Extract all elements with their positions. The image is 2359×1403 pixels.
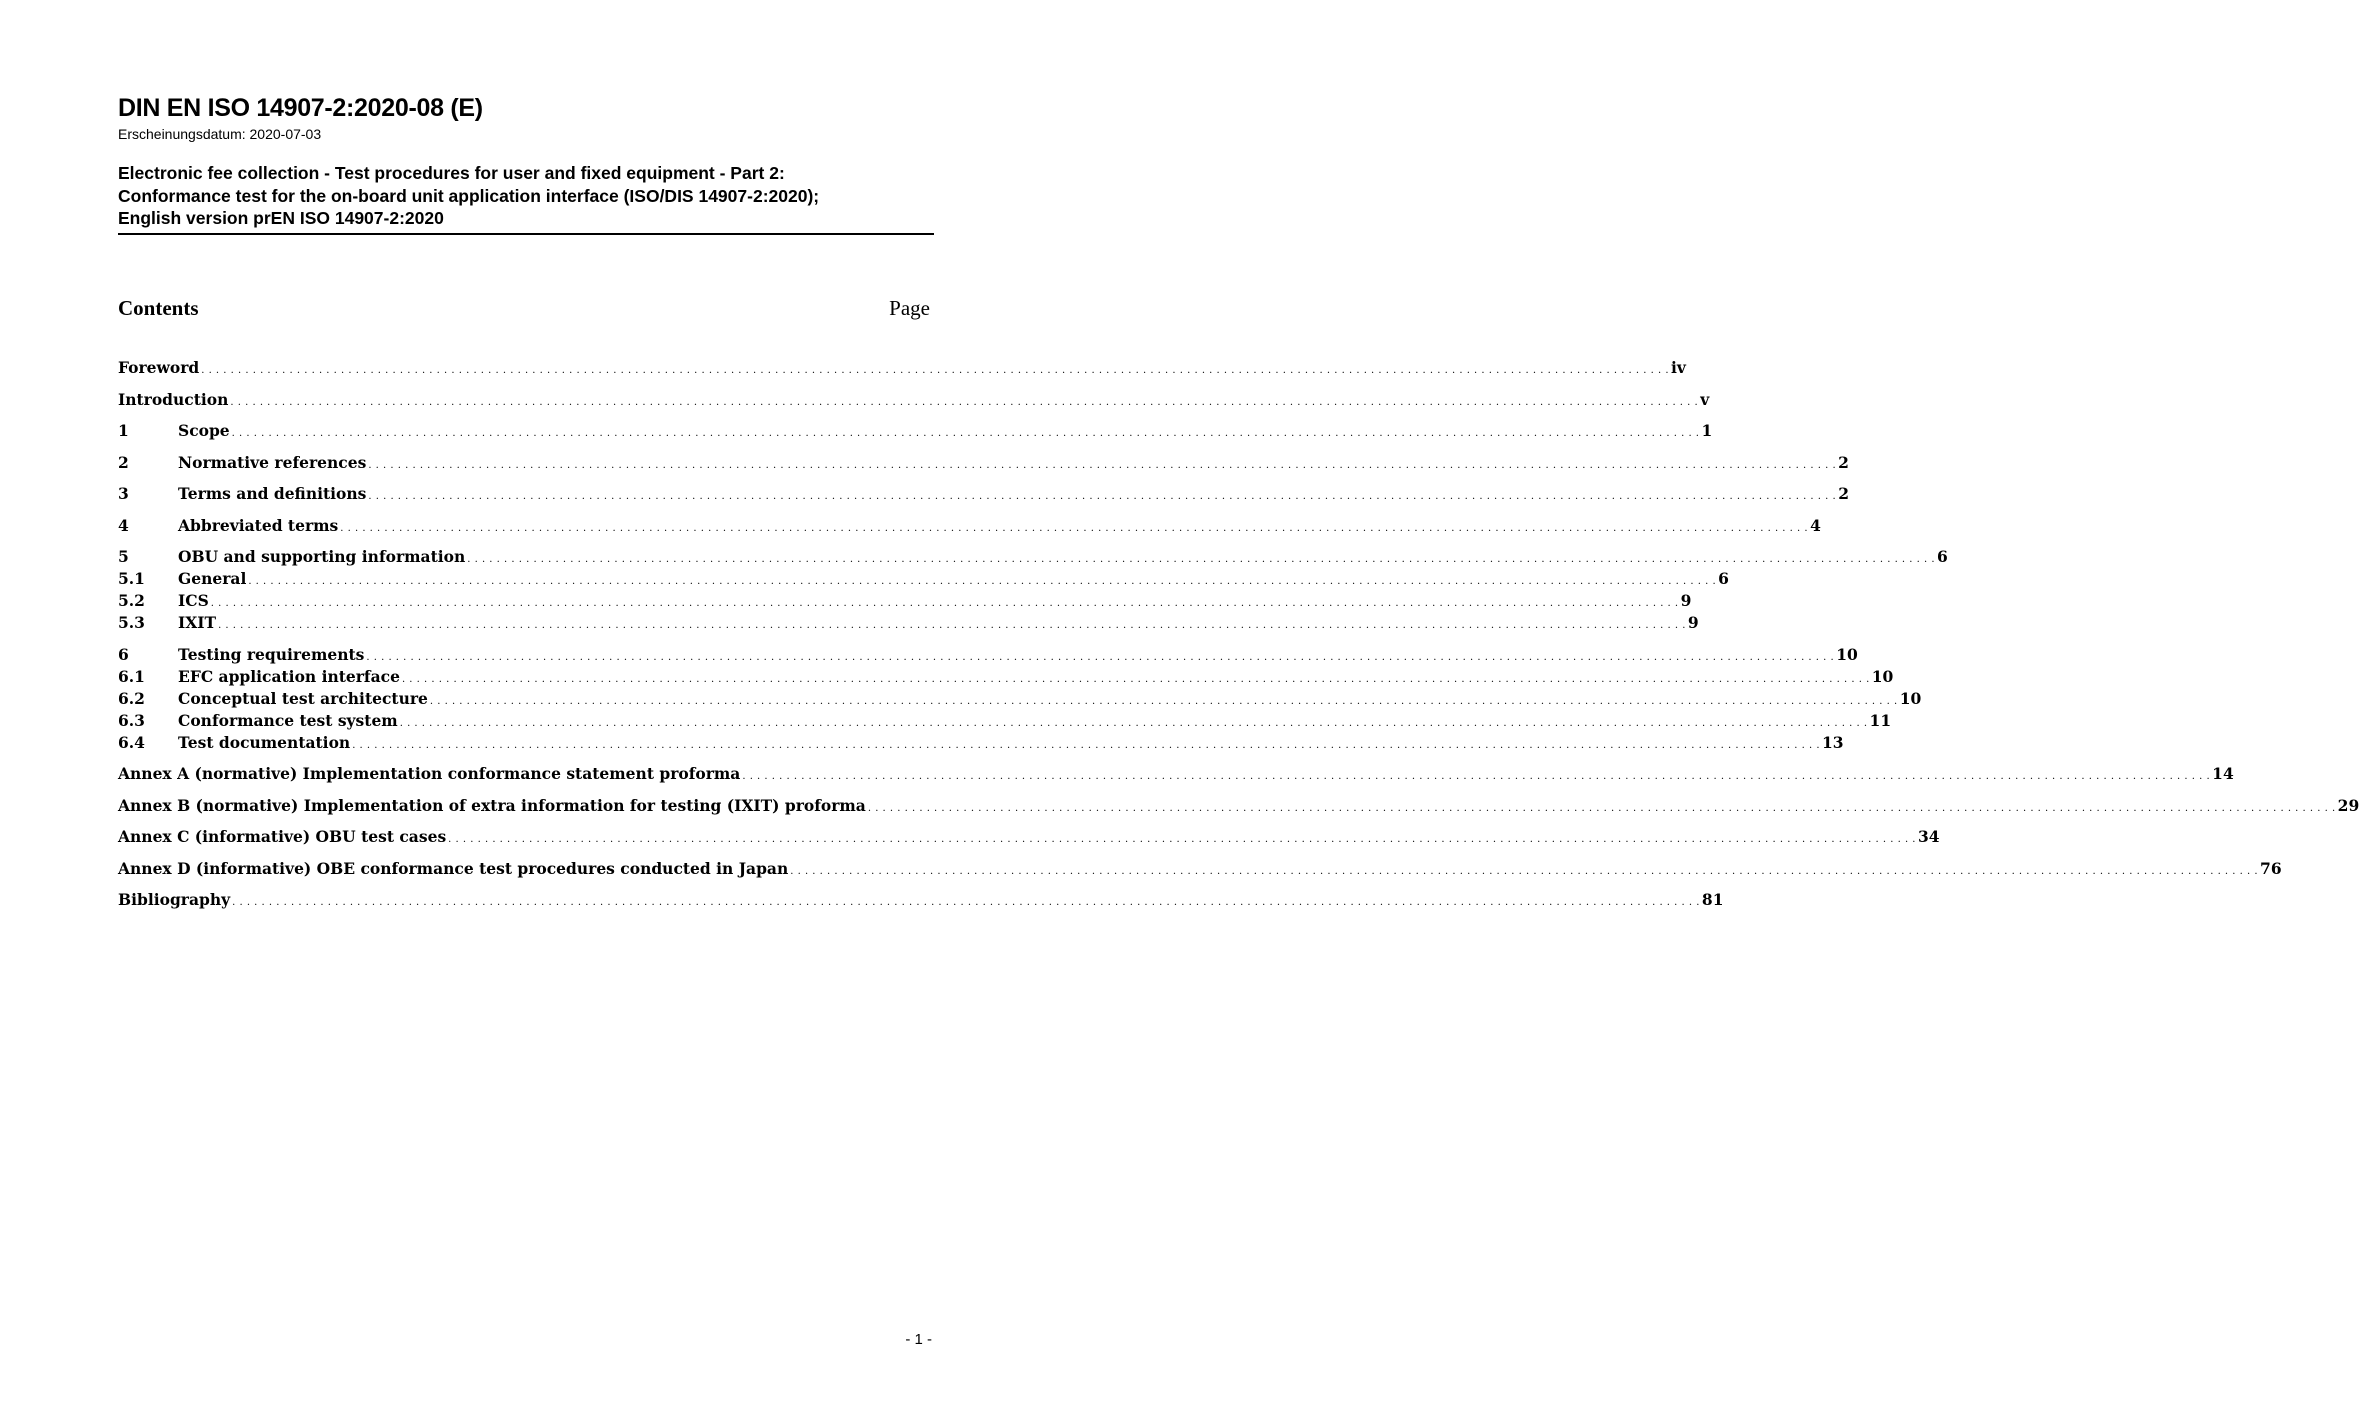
toc-entry-page: 10 [1871,666,1894,686]
toc-entry-title: Annex B (normative) Implementation of extra information for testing (IXIT) proforma [118,795,866,815]
toc-group [118,452,1849,474]
toc-entry-page: iv [1671,358,1686,377]
toc-entry-title: Foreword [118,358,200,377]
toc-group [118,515,1821,537]
document-id: DIN EN ISO 14907-2:2020-08 (E) [118,94,483,122]
toc-entry-number: 5.2 [118,591,145,610]
toc-dot-leader: . . . . . . . . . . . . . . . . . . . . . . . . . . . . . . . . . . . . . . . . . . . . . . . . . . . . . . . . . . . . . . . . . . . . . . . . . . . . . . . . . . . . . . . . . . . . . . . . . . . . . . . . . . . . . . . . . . . . . . . . . . . . . . . . . . . . . . . . . . . . . . . . . . . . . . . . . . . . . . . . . . . . . . . . . . . . . . . . . . . . . . . . . . . . . . . . . . . . . . . . [448,834,1916,845]
toc-group [118,389,1710,411]
toc-entry-page: 11 [1869,710,1892,730]
toc-entry-title: Scope [178,421,230,440]
toc-entry-page: 13 [1822,732,1844,752]
toc-entry-title: General [178,569,247,588]
toc-entry-title: Annex D (informative) OBE conformance test procedures conducted in Japan [118,858,789,878]
toc-entry-number: 1 [118,421,129,440]
toc-dot-leader: . . . . . . . . . . . . . . . . . . . . . . . . . . . . . . . . . . . . . . . . . . . . . . . . . . . . . . . . . . . . . . . . . . . . . . . . . . . . . . . . . . . . . . . . . . . . . . . . . . . . . . . . . . . . . . . . . . . . . . . . . . . . . . . . . . . . . . . . . . . . . . . . . . . . . . . . . . . . . . . . . . . . . . . . . . . . . . . . . . . . . . . . . . . . . . . . . . . . . . . . [210,598,1679,609]
toc-entry-title: Annex C (informative) OBU test cases [118,827,447,846]
toc-dot-leader: . . . . . . . . . . . . . . . . . . . . . . . . . . . . . . . . . . . . . . . . . . . . . . . . . . . . . . . . . . . . . . . . . . . . . . . . . . . . . . . . . . . . . . . . . . . . . . . . . . . . . . . . . . . . . . . . . . . . . . . . . . . . . . . . . . . . . . . . . . . . . . . . . . . . . . . . . . . . . . . . . . . . . . . . . . . . . . . . . . . . . . . . . . . . . . . . . . . . . . . . [218,620,1686,631]
toc-dot-leader: . . . . . . . . . . . . . . . . . . . . . . . . . . . . . . . . . . . . . . . . . . . . . . . . . . . . . . . . . . . . . . . . . . . . . . . . . . . . . . . . . . . . . . . . . . . . . . . . . . . . . . . . . . . . . . . . . . . . . . . . . . . . . . . . . . . . . . . . . . . . . . . . . . . . . . . . . . . . . . . . . . . . . . . . . . . . . . . . . . . . . . . . . . . . . . . . . . . . . . . . [248,576,1717,587]
toc-dot-leader: . . . . . . . . . . . . . . . . . . . . . . . . . . . . . . . . . . . . . . . . . . . . . . . . . . . . . . . . . . . . . . . . . . . . . . . . . . . . . . . . . . . . . . . . . . . . . . . . . . . . . . . . . . . . . . . . . . . . . . . . . . . . . . . . . . . . . . . . . . . . . . . . . . . . . . . . . . . . . . . . . . . . . . . . . . . . . . . . . . . . . . . . . . . . . . . . . . . . . . . . [340,522,1809,534]
toc-dot-leader: . . . . . . . . . . . . . . . . . . . . . . . . . . . . . . . . . . . . . . . . . . . . . . . . . . . . . . . . . . . . . . . . . . . . . . . . . . . . . . . . . . . . . . . . . . . . . . . . . . . . . . . . . . . . . . . . . . . . . . . . . . . . . . . . . . . . . . . . . . . . . . . . . . . . . . . . . . . . . . . . . . . . . . . . . . . . . . . . . . . . . . . . . . . . . . . . . . . . . . . . [401,673,1870,685]
toc-entry[interactable] [118,688,1922,710]
toc-entry-title: Terms and definitions [178,484,367,503]
toc-entry-number: 6 [118,644,129,664]
toc-entry-title: Conceptual test architecture [178,688,428,708]
toc-entry-number: 6.1 [118,666,145,686]
toc-entry-page: 14 [2212,764,2234,783]
toc-entry-title: Conformance test system [178,710,398,730]
toc-group [118,644,1922,754]
toc-entry-page: 76 [2260,858,2282,878]
page-column-heading: Page [889,296,930,320]
toc-dot-leader: . . . . . . . . . . . . . . . . . . . . . . . . . . . . . . . . . . . . . . . . . . . . . . . . . . . . . . . . . . . . . . . . . . . . . . . . . . . . . . . . . . . . . . . . . . . . . . . . . . . . . . . . . . . . . . . . . . . . . . . . . . . . . . . . . . . . . . . . . . . . . . . . . . . . . . . . . . . . . . . . . . . . . . . . . . . . . . . . . . . . . . . . . . . . . . . . . . . . . . . . [368,491,1837,502]
toc-entry-page: 10 [1899,688,1922,708]
toc-entry[interactable] [118,644,1858,666]
toc-entry[interactable] [118,889,1724,911]
title-line: Conformance test for the on-board unit application interface (ISO/DIS 14907-2:2020); [118,185,820,206]
toc-entry-number: 3 [118,484,129,503]
toc-entry-number: 6.4 [118,732,145,752]
toc-entry-title: IXIT [178,613,217,632]
toc-entry[interactable] [118,612,1699,634]
toc-entry-page: 9 [1680,591,1692,610]
toc-entry[interactable] [118,763,2234,785]
toc-entry-page: 2 [1838,452,1849,472]
toc-dot-leader: . . . . . . . . . . . . . . . . . . . . . . . . . . . . . . . . . . . . . . . . . . . . . . . . . . . . . . . . . . . . . . . . . . . . . . . . . . . . . . . . . . . . . . . . . . . . . . . . . . . . . . . . . . . . . . . . . . . . . . . . . . . . . . . . . . . . . . . . . . . . . . . . . . . . . . . . . . . . . . . . . . . . . . . . . . . . . . . . . . . . . . . . . . . . . . . . . . . . . . . . [232,897,1700,908]
toc-entry-page: 4 [1810,515,1821,535]
toc-dot-leader: . . . . . . . . . . . . . . . . . . . . . . . . . . . . . . . . . . . . . . . . . . . . . . . . . . . . . . . . . . . . . . . . . . . . . . . . . . . . . . . . . . . . . . . . . . . . . . . . . . . . . . . . . . . . . . . . . . . . . . . . . . . . . . . . . . . . . . . . . . . . . . . . . . . . . . . . . . . . . . . . . . . . . . . . . . . . . . . . . . . . . . . . . . . . . . . . . . . . . . . . [201,365,1670,376]
toc-entry-page: 6 [1937,547,1948,566]
toc-entry[interactable] [118,858,2282,880]
toc-entry-page: v [1700,389,1710,409]
toc-entry[interactable] [118,357,1686,379]
toc-group [118,858,2282,880]
title-line: English version prEN ISO 14907-2:2020 [118,208,444,228]
toc-dot-leader: . . . . . . . . . . . . . . . . . . . . . . . . . . . . . . . . . . . . . . . . . . . . . . . . . . . . . . . . . . . . . . . . . . . . . . . . . . . . . . . . . . . . . . . . . . . . . . . . . . . . . . . . . . . . . . . . . . . . . . . . . . . . . . . . . . . . . . . . . . . . . . . . . . . . . . . . . . . . . . . . . . . . . . . . . . . . . . . . . . . . . . . . . . . . . . . . . . . . . . . . [742,771,2211,782]
toc-entry[interactable] [118,420,1713,442]
toc-dot-leader: . . . . . . . . . . . . . . . . . . . . . . . . . . . . . . . . . . . . . . . . . . . . . . . . . . . . . . . . . . . . . . . . . . . . . . . . . . . . . . . . . . . . . . . . . . . . . . . . . . . . . . . . . . . . . . . . . . . . . . . . . . . . . . . . . . . . . . . . . . . . . . . . . . . . . . . . . . . . . . . . . . . . . . . . . . . . . . . . . . . . . . . . . . . . . . . . . . . . . . . . [867,802,2336,814]
toc-entry[interactable] [118,795,2359,817]
toc-entry-title: Abbreviated terms [178,515,339,535]
toc-group [118,763,2234,785]
footer-page-number: - 1 - [905,1331,932,1348]
toc-dot-leader: . . . . . . . . . . . . . . . . . . . . . . . . . . . . . . . . . . . . . . . . . . . . . . . . . . . . . . . . . . . . . . . . . . . . . . . . . . . . . . . . . . . . . . . . . . . . . . . . . . . . . . . . . . . . . . . . . . . . . . . . . . . . . . . . . . . . . . . . . . . . . . . . . . . . . . . . . . . . . . . . . . . . . . . . . . . . . . . . . . . . . . . . . . . . . . . . . . . . . . . . [467,554,1936,565]
toc-group [118,483,1849,505]
toc-entry-number: 4 [118,515,129,535]
toc-entry-page: 9 [1687,613,1699,632]
toc-dot-leader: . . . . . . . . . . . . . . . . . . . . . . . . . . . . . . . . . . . . . . . . . . . . . . . . . . . . . . . . . . . . . . . . . . . . . . . . . . . . . . . . . . . . . . . . . . . . . . . . . . . . . . . . . . . . . . . . . . . . . . . . . . . . . . . . . . . . . . . . . . . . . . . . . . . . . . . . . . . . . . . . . . . . . . . . . . . . . . . . . . . . . . . . . . . . . . . . . . . . . . . . [352,739,1820,751]
document-title [118,162,934,235]
toc-group [118,420,1713,442]
toc-entry-title: EFC application interface [178,666,400,686]
toc-entry[interactable] [118,546,1948,568]
toc-entry-title: ICS [178,591,209,610]
toc-dot-leader: . . . . . . . . . . . . . . . . . . . . . . . . . . . . . . . . . . . . . . . . . . . . . . . . . . . . . . . . . . . . . . . . . . . . . . . . . . . . . . . . . . . . . . . . . . . . . . . . . . . . . . . . . . . . . . . . . . . . . . . . . . . . . . . . . . . . . . . . . . . . . . . . . . . . . . . . . . . . . . . . . . . . . . . . . . . . . . . . . . . . . . . . . . . . . . . . . . . . . . . . [231,428,1700,439]
toc-entry-page: 6 [1718,569,1729,588]
toc-entry[interactable] [118,666,1894,688]
toc-entry[interactable] [118,515,1821,537]
toc-group [118,889,1724,911]
toc-entry[interactable] [118,389,1710,411]
toc-dot-leader: . . . . . . . . . . . . . . . . . . . . . . . . . . . . . . . . . . . . . . . . . . . . . . . . . . . . . . . . . . . . . . . . . . . . . . . . . . . . . . . . . . . . . . . . . . . . . . . . . . . . . . . . . . . . . . . . . . . . . . . . . . . . . . . . . . . . . . . . . . . . . . . . . . . . . . . . . . . . . . . . . . . . . . . . . . . . . . . . . . . . . . . . . . . . . . . . . . . . . . . . [790,865,2259,877]
toc-entry-number: 5.1 [118,569,145,588]
toc-entry[interactable] [118,568,1729,590]
table-of-contents [118,357,2359,921]
toc-entry-title: OBU and supporting information [178,547,466,566]
toc-entry-number: 5.3 [118,613,145,632]
toc-entry-number: 5 [118,547,129,566]
toc-entry-page: 81 [1701,890,1724,909]
toc-entry-number: 2 [118,452,129,472]
toc-entry-title: Test documentation [178,732,351,752]
toc-dot-leader: . . . . . . . . . . . . . . . . . . . . . . . . . . . . . . . . . . . . . . . . . . . . . . . . . . . . . . . . . . . . . . . . . . . . . . . . . . . . . . . . . . . . . . . . . . . . . . . . . . . . . . . . . . . . . . . . . . . . . . . . . . . . . . . . . . . . . . . . . . . . . . . . . . . . . . . . . . . . . . . . . . . . . . . . . . . . . . . . . . . . . . . . . . . . . . . . . . . . . . . . [368,459,1837,471]
toc-entry-title: Introduction [118,389,229,409]
toc-entry[interactable] [118,826,1940,848]
title-line: Electronic fee collection - Test procedures for user and fixed equipment - Part 2: [118,163,785,183]
toc-group [118,357,1686,379]
toc-entry-page: 1 [1701,421,1713,440]
toc-entry[interactable] [118,732,1844,754]
toc-entry-number: 6.3 [118,710,145,730]
toc-group [118,795,2359,817]
toc-entry-title: Bibliography [118,890,231,909]
toc-entry[interactable] [118,710,1892,732]
toc-dot-leader: . . . . . . . . . . . . . . . . . . . . . . . . . . . . . . . . . . . . . . . . . . . . . . . . . . . . . . . . . . . . . . . . . . . . . . . . . . . . . . . . . . . . . . . . . . . . . . . . . . . . . . . . . . . . . . . . . . . . . . . . . . . . . . . . . . . . . . . . . . . . . . . . . . . . . . . . . . . . . . . . . . . . . . . . . . . . . . . . . . . . . . . . . . . . . . . . . . . . . . . . [429,695,1898,707]
toc-entry-title: Normative references [178,452,367,472]
toc-entry[interactable] [118,452,1849,474]
contents-heading: Contents [118,296,199,320]
publication-date: Erscheinungsdatum: 2020-07-03 [118,126,322,142]
toc-group [118,546,1948,634]
toc-group [118,826,1940,848]
toc-entry-page: 10 [1836,644,1858,664]
toc-entry[interactable] [118,590,1692,612]
toc-entry-page: 2 [1838,484,1849,503]
toc-entry-title: Testing requirements [178,644,365,664]
toc-dot-leader: . . . . . . . . . . . . . . . . . . . . . . . . . . . . . . . . . . . . . . . . . . . . . . . . . . . . . . . . . . . . . . . . . . . . . . . . . . . . . . . . . . . . . . . . . . . . . . . . . . . . . . . . . . . . . . . . . . . . . . . . . . . . . . . . . . . . . . . . . . . . . . . . . . . . . . . . . . . . . . . . . . . . . . . . . . . . . . . . . . . . . . . . . . . . . . . . . . . . . . . . [399,717,1868,729]
toc-entry-number: 6.2 [118,688,145,708]
toc-entry[interactable] [118,483,1849,505]
toc-entry-title: Annex A (normative) Implementation conformance statement proforma [118,764,741,783]
toc-dot-leader: . . . . . . . . . . . . . . . . . . . . . . . . . . . . . . . . . . . . . . . . . . . . . . . . . . . . . . . . . . . . . . . . . . . . . . . . . . . . . . . . . . . . . . . . . . . . . . . . . . . . . . . . . . . . . . . . . . . . . . . . . . . . . . . . . . . . . . . . . . . . . . . . . . . . . . . . . . . . . . . . . . . . . . . . . . . . . . . . . . . . . . . . . . . . . . . . . . . . . . . . [366,651,1835,663]
toc-dot-leader: . . . . . . . . . . . . . . . . . . . . . . . . . . . . . . . . . . . . . . . . . . . . . . . . . . . . . . . . . . . . . . . . . . . . . . . . . . . . . . . . . . . . . . . . . . . . . . . . . . . . . . . . . . . . . . . . . . . . . . . . . . . . . . . . . . . . . . . . . . . . . . . . . . . . . . . . . . . . . . . . . . . . . . . . . . . . . . . . . . . . . . . . . . . . . . . . . . . . . . . . [230,396,1699,408]
toc-entry-page: 29 [2337,795,2359,815]
toc-entry-page: 34 [1917,827,1940,846]
